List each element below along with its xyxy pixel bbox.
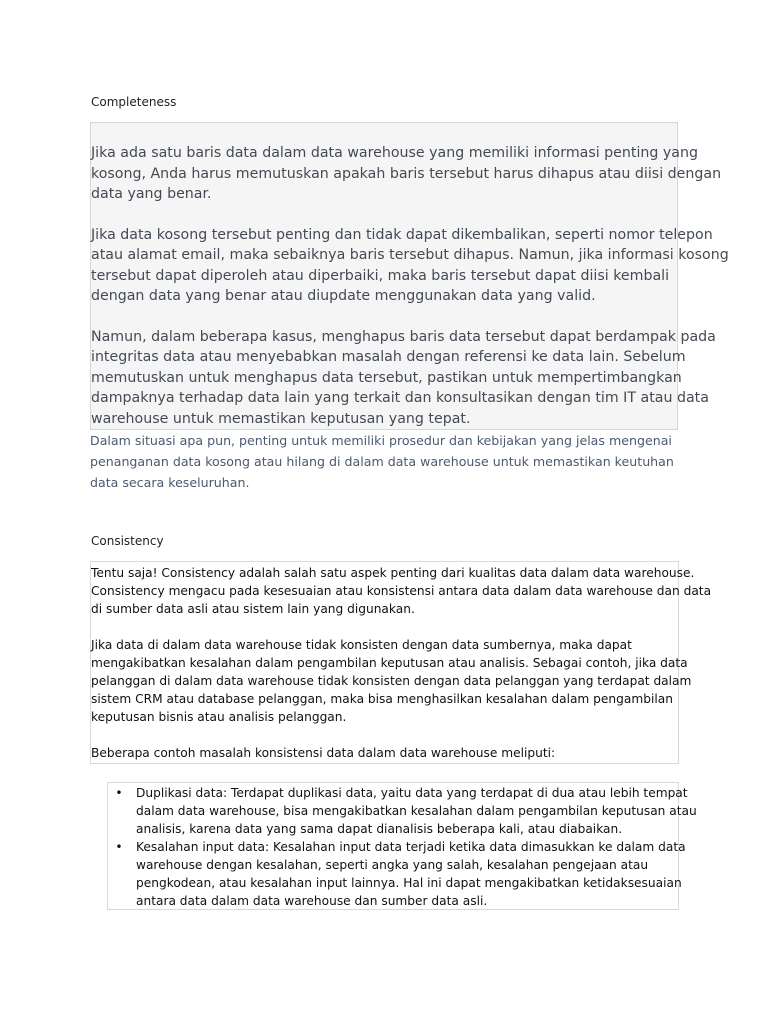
completeness-paragraph-2 <box>91 225 729 307</box>
consistency-issues-list <box>108 784 697 910</box>
text-line: Beberapa contoh masalah konsistensi data dalam data warehouse meliputi: <box>91 746 556 760</box>
text-line: analisis, karena data yang sama dapat dianalisis beberapa kali, atau diabaikan. <box>136 822 623 836</box>
text-line: dengan data yang benar atau diupdate menggunakan data yang valid. <box>91 288 596 304</box>
consistency-paragraph-1 <box>91 564 712 618</box>
list-item <box>108 784 697 838</box>
text-line: Consistency mengacu pada kesesuaian atau konsistensi antara data dalam data warehouse dan data <box>91 584 712 598</box>
text-line: data secara keseluruhan. <box>90 475 250 490</box>
text-line: kosong, Anda harus memutuskan apakah baris tersebut harus dihapus atau diisi dengan <box>91 165 722 182</box>
text-line: Namun, dalam beberapa kasus, menghapus baris data tersebut dapat berdampak pada <box>91 328 716 345</box>
consistency-text-box <box>90 561 712 764</box>
text-line: memutuskan untuk menghapus data tersebut, pastikan untuk mempertimbangkan <box>91 369 682 386</box>
text-line: sistem CRM atau database pelanggan, maka bisa menghasilkan kesalahan dalam pengambilan <box>91 692 673 706</box>
text-line: warehouse untuk memastikan keputusan yang tepat. <box>91 410 471 427</box>
text-line: Jika data kosong tersebut penting dan tidak dapat dikembalikan, seperti nomor telepon <box>91 226 713 243</box>
text-line: dampaknya terhadap data lain yang terkait dan konsultasikan dengan tim IT atau data <box>91 390 709 406</box>
bullet-icon: • <box>115 786 123 800</box>
text-line: warehouse dengan kesalahan, seperti angka yang salah, kesalahan pengejaan atau <box>136 858 649 872</box>
consistency-issues-list-box <box>107 782 697 910</box>
consistency-paragraph-3 <box>91 744 678 762</box>
text-line: atau alamat email, maka sebaiknya baris tersebut dihapus. Namun, jika informasi kosong <box>91 247 729 263</box>
text-line: antara data dalam data warehouse dan sumber data asli. <box>136 894 488 908</box>
text-line: data yang benar. <box>91 186 212 202</box>
consistency-heading: Consistency <box>91 534 164 548</box>
consistency-paragraph-2 <box>91 636 692 726</box>
text-line: Jika data di dalam data warehouse tidak konsisten dengan data sumbernya, maka dapat <box>91 638 632 652</box>
text-line: Tentu saja! Consistency adalah salah satu aspek penting dari kualitas data dalam data warehouse. <box>91 566 695 580</box>
completeness-text-box <box>90 122 729 430</box>
text-line: keputusan bisnis atau analisis pelanggan. <box>91 710 347 724</box>
completeness-heading: Completeness <box>91 95 177 109</box>
text-line: Duplikasi data: Terdapat duplikasi data, yaitu data yang terdapat di dua atau lebih tempat <box>136 786 688 800</box>
list-item <box>108 838 686 910</box>
bullet-icon: • <box>115 840 123 854</box>
text-line: Jika ada satu baris data dalam data warehouse yang memiliki informasi penting yang <box>91 145 698 161</box>
text-line: Dalam situasi apa pun, penting untuk memiliki prosedur dan kebijakan yang jelas mengenai <box>90 433 672 448</box>
completeness-paragraph-1 <box>91 143 722 205</box>
text-line: integritas data atau menyebabkan masalah dengan referensi ke data lain. Sebelum <box>91 349 686 365</box>
text-line: tersebut dapat diperoleh atau diperbaiki, maka baris tersebut dapat diisi kembali <box>91 267 670 284</box>
text-line: di sumber data asli atau sistem lain yang digunakan. <box>91 602 415 616</box>
text-line: penanganan data kosong atau hilang di dalam data warehouse untuk memastikan keutuhan <box>90 454 674 469</box>
text-line: dalam data warehouse, bisa mengakibatkan kesalahan dalam pengambilan keputusan atau <box>136 804 697 818</box>
text-line: pengkodean, atau kesalahan input lainnya. Hal ini dapat mengakibatkan ketidaksesuaian <box>136 876 682 890</box>
text-line: pelanggan di dalam data warehouse tidak konsisten dengan data pelanggan yang terdapat dalam <box>91 674 692 688</box>
completeness-paragraph-3 <box>91 327 716 430</box>
text-line: Kesalahan input data: Kesalahan input data terjadi ketika data dimasukkan ke dalam data <box>136 840 686 854</box>
completeness-closing-paragraph <box>90 430 680 493</box>
text-line: mengakibatkan kesalahan dalam pengambilan keputusan atau analisis. Sebagai contoh, jika data <box>91 656 688 670</box>
